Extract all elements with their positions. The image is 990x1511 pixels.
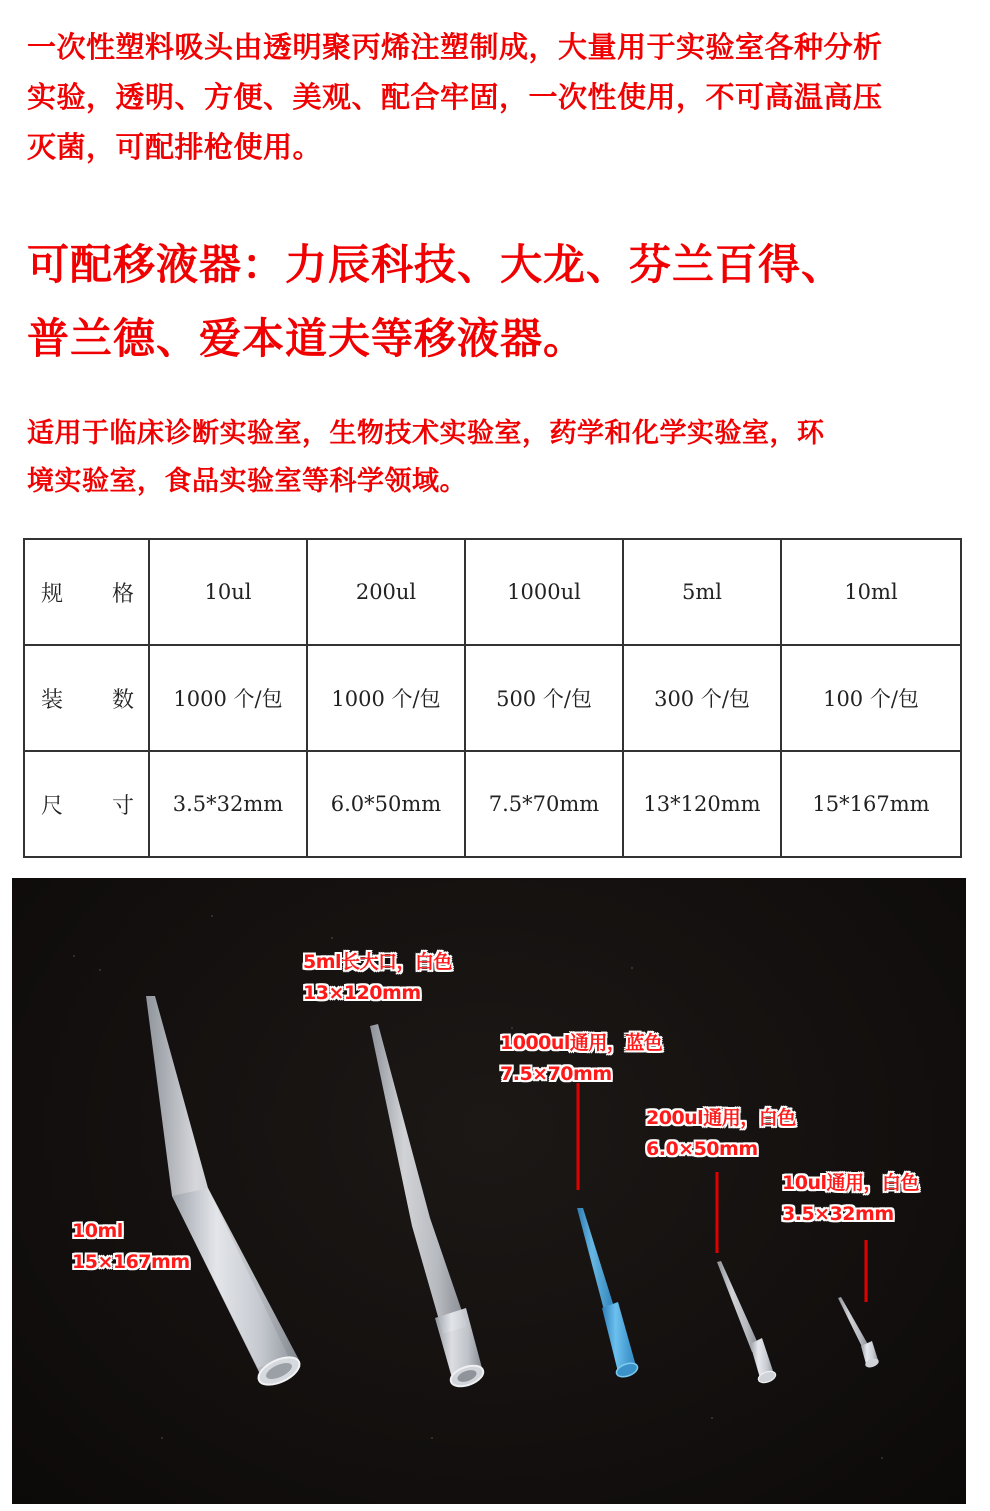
label-10ul: 10ul通用，白色 3.5×32mm [782,1172,919,1225]
table-cell: 200ul [307,539,465,645]
table-cell: 6.0*50mm [307,751,465,857]
intro-line: 实验，透明、方便、美观、配合牢固，一次性使用，不可高温高压 [27,80,883,114]
table-row-quantity [24,645,961,751]
label-5ml: 5ml长大口，白色 13×120mm [303,951,453,1004]
table-row-size [24,751,961,857]
intro-line: 灭菌，可配排枪使用。 [27,130,323,164]
table-cell: 5ml [623,539,781,645]
tip-5ml-icon [370,1024,486,1390]
table-cell: 1000ul [465,539,623,645]
intro-paragraph [27,22,967,172]
compatibility-line: 可配移液器：力辰科技、大龙、芬兰百得、 [27,240,845,289]
applications-paragraph [27,410,967,506]
tip-1000ul-icon [577,1083,639,1379]
table-row-spec [24,539,961,645]
label-10ml: 10ml 15×167mm [72,1220,190,1273]
row-label-spec: 规 格 [24,539,149,645]
table-cell: 100 个/包 [781,645,961,751]
table-cell: 3.5*32mm [149,751,307,857]
table-cell: 300 个/包 [623,645,781,751]
tip-10ul-icon [838,1240,880,1369]
product-photo [12,878,966,1504]
table-cell: 10ul [149,539,307,645]
table-cell: 10ml [781,539,961,645]
table-cell: 1000 个/包 [307,645,465,751]
table-cell: 15*167mm [781,751,961,857]
tip-200ul-icon [717,1172,777,1385]
row-label-quantity: 装 数 [24,645,149,751]
spec-table [23,538,962,858]
tip-10ml-icon [146,996,304,1390]
compatibility-line: 普兰德、爱本道夫等移液器。 [27,314,587,363]
row-label-size: 尺 寸 [24,751,149,857]
compatibility-heading [27,228,967,376]
label-1000ul: 1000ul通用，蓝色 7.5×70mm [500,1032,663,1085]
table-cell: 500 个/包 [465,645,623,751]
table-cell: 13*120mm [623,751,781,857]
applications-line: 境实验室，食品实验室等科学领域。 [27,466,467,497]
table-cell: 1000 个/包 [149,645,307,751]
table-cell: 7.5*70mm [465,751,623,857]
intro-line: 一次性塑料吸头由透明聚丙烯注塑制成，大量用于实验室各种分析 [27,30,883,64]
label-200ul: 200ul通用，白色 6.0×50mm [646,1107,796,1160]
applications-line: 适用于临床诊断实验室，生物技术实验室，药学和化学实验室，环 [27,418,825,449]
